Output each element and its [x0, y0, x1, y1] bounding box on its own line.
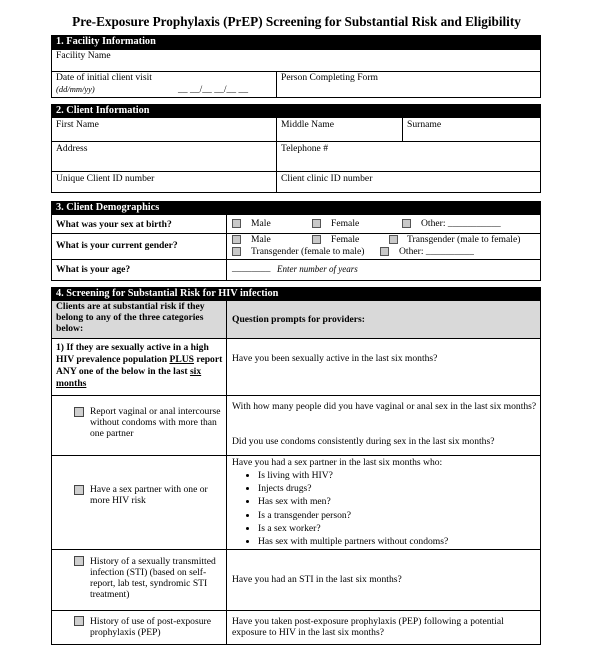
middle-name-field[interactable]: Middle Name: [281, 119, 335, 130]
sti-history-checkbox[interactable]: [74, 556, 84, 566]
sti-history-label: History of a sexually transmitted infection (STI) (based on self-report, lab test, syndromic STI treatment): [90, 556, 216, 600]
gender-trans-ftm-label: Transgender (female to male): [251, 246, 365, 257]
age-field[interactable]: ________: [232, 263, 271, 274]
condom-use-prompt: Did you use condoms consistently during sex in the last six months?: [232, 436, 495, 447]
visit-date-field[interactable]: __ __/__ __/__ __: [178, 84, 249, 95]
risk-column-header: Clients are at substantial risk if they belong to any of the three categories below:: [56, 301, 205, 334]
visit-date-label: Date of initial client visit: [56, 72, 152, 83]
risky-partner-label: Have a sex partner with one or more HIV risk: [90, 484, 208, 506]
gender-female-label: Female: [331, 234, 360, 245]
partner-risk-item: • Injects drugs?: [258, 482, 448, 495]
telephone-field[interactable]: Telephone #: [281, 143, 329, 154]
sex-female-checkbox[interactable]: [312, 219, 321, 228]
sti-prompt: Have you had an STI in the last six months?: [232, 574, 402, 585]
sex-female-label: Female: [331, 218, 360, 229]
current-gender-question: What is your current gender?: [56, 240, 178, 251]
gender-trans-mtf-checkbox[interactable]: [389, 235, 398, 244]
section-4-header: 4. Screening for Substantial Risk for HIV infection: [51, 287, 541, 301]
unprotected-sex-label: Report vaginal or anal intercourse without condoms with more than one partner: [90, 406, 221, 439]
gender-female-checkbox[interactable]: [312, 235, 321, 244]
clinic-id-field[interactable]: Client clinic ID number: [281, 173, 373, 184]
pep-history-checkbox[interactable]: [74, 616, 84, 626]
unique-client-id-field[interactable]: Unique Client ID number: [56, 173, 155, 184]
pep-prompt: Have you taken post-exposure prophylaxis (PEP) following a potential exposure to HIV in the last six months?: [232, 616, 504, 638]
partner-risk-item: • Is living with HIV?: [258, 469, 448, 482]
partner-risk-list: [244, 469, 448, 548]
gender-male-checkbox[interactable]: [232, 235, 241, 244]
sex-male-label: Male: [251, 218, 271, 229]
section-1-header: 1. Facility Information: [51, 35, 541, 49]
gender-trans-mtf-label: Transgender (male to female): [407, 234, 521, 245]
partner-risk-item: • Is a transgender person?: [258, 509, 448, 522]
sex-other-checkbox[interactable]: [402, 219, 411, 228]
date-format-hint: (dd/mm/yy): [56, 84, 95, 94]
partner-risk-item: • Has sex with multiple partners without condoms?: [258, 535, 448, 548]
gender-male-label: Male: [251, 234, 271, 245]
person-completing-field[interactable]: Person Completing Form: [281, 72, 379, 83]
age-hint: Enter number of years: [277, 264, 358, 274]
form-title: Pre-Exposure Prophylaxis (PrEP) Screening for Substantial Risk and Eligibility: [72, 14, 521, 29]
first-name-field[interactable]: First Name: [56, 119, 99, 130]
category-1-prompt: Have you been sexually active in the last six months?: [232, 353, 438, 364]
gender-other-label: Other: __________: [399, 246, 474, 257]
gender-trans-ftm-checkbox[interactable]: [232, 247, 241, 256]
risky-partner-checkbox[interactable]: [74, 485, 84, 495]
pep-history-label: History of use of post-exposure prophylaxis (PEP): [90, 616, 211, 638]
gender-other-checkbox[interactable]: [380, 247, 389, 256]
age-question: What is your age?: [56, 264, 131, 275]
surname-field[interactable]: Surname: [407, 119, 442, 130]
partners-count-prompt: With how many people did you have vaginal or anal sex in the last six months?: [232, 401, 537, 412]
section-2-header: 2. Client Information: [51, 104, 541, 118]
facility-name-field[interactable]: Facility Name: [56, 50, 111, 61]
sex-other-label: Other: ___________: [421, 218, 501, 229]
category-1-text: 1) If they are sexually active in a high HIV prevalence population PLUS report ANY one of the below in the last six months: [56, 342, 223, 389]
prompts-column-header: Question prompts for providers:: [232, 314, 365, 325]
section-3-header: 3. Client Demographics: [51, 201, 541, 215]
sex-partner-prompt: Have you had a sex partner in the last six months who:: [232, 457, 443, 468]
address-field[interactable]: Address: [56, 143, 88, 154]
partner-risk-item: • Is a sex worker?: [258, 522, 448, 535]
partner-risk-item: • Has sex with men?: [258, 495, 448, 508]
sex-male-checkbox[interactable]: [232, 219, 241, 228]
sex-at-birth-question: What was your sex at birth?: [56, 219, 172, 230]
unprotected-sex-checkbox[interactable]: [74, 407, 84, 417]
